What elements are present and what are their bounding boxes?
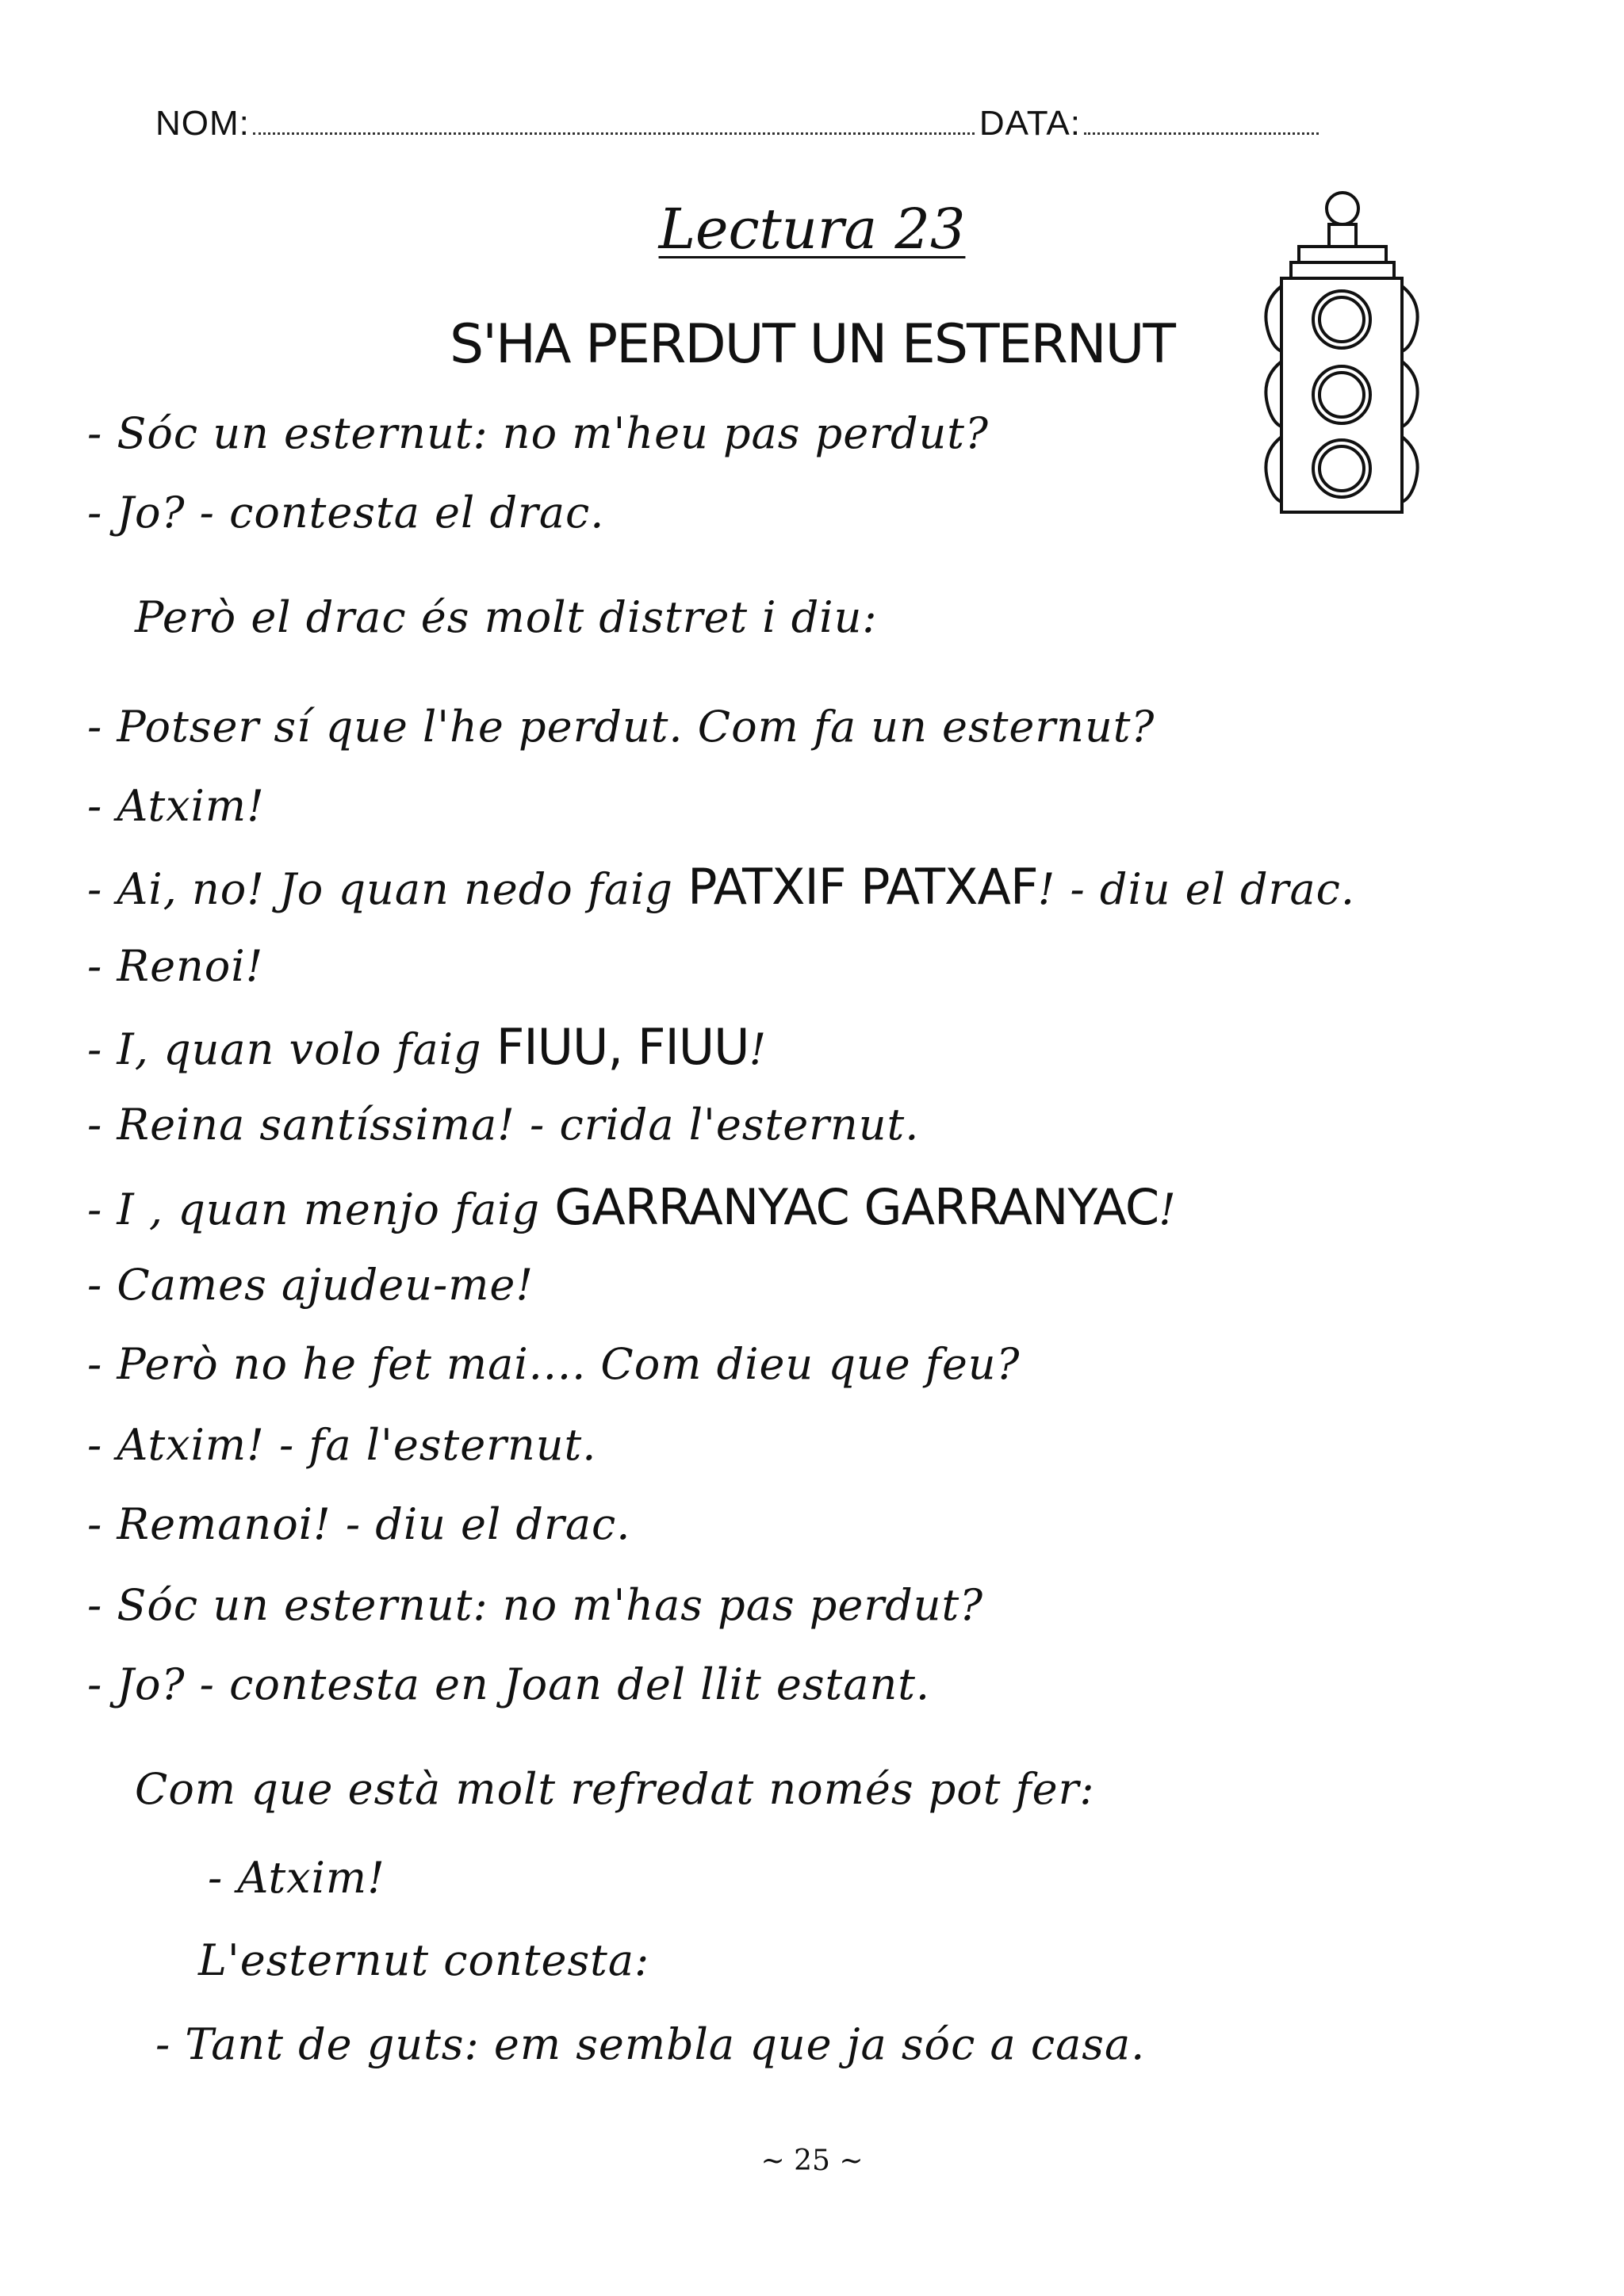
text-line: - Tant de guts: em sembla que ja sóc a casa.: [155, 2019, 1146, 2069]
date-label: DATA:: [979, 104, 1081, 143]
text-line: - Atxim! - fa l'esternut.: [87, 1420, 597, 1470]
text-segment: - Ai, no! Jo quan nedo faig: [87, 864, 688, 914]
text-line: L'esternut contesta:: [198, 1935, 650, 1985]
text-line: [87, 1178, 1177, 1236]
text-line: [87, 1018, 768, 1076]
story-title: S'HA PERDUT UN ESTERNUT: [450, 313, 1174, 376]
onomatopoeia: FIUU, FIUU: [496, 1018, 749, 1076]
text-line: - Jo? - contesta el drac.: [87, 488, 605, 538]
date-dotted-line: [1084, 132, 1319, 135]
text-line: - Sóc un esternut: no m'heu pas perdut?: [87, 408, 989, 458]
text-line: - Atxim!: [208, 1853, 385, 1903]
header-row: [155, 94, 1337, 141]
text-line: - Potser sí que l'he perdut. Com fa un esternut?: [87, 702, 1155, 752]
name-dotted-line: [253, 132, 975, 135]
text-segment: !: [1159, 1184, 1177, 1234]
page-title: Lectura 23: [658, 197, 966, 262]
text-line: Però el drac és molt distret i diu:: [135, 592, 878, 642]
text-segment: - I, quan volo faig: [87, 1024, 496, 1074]
text-line: Com que està molt refredat només pot fer:: [135, 1764, 1095, 1814]
text-line: - Jo? - contesta en Joan del llit estant.: [87, 1659, 931, 1709]
text-line: - Reina santíssima! - crida l'esternut.: [87, 1100, 920, 1150]
text-line: - Sóc un esternut: no m'has pas perdut?: [87, 1580, 984, 1630]
text-line: - Cames ajudeu-me!: [87, 1260, 534, 1310]
text-line: [87, 858, 1356, 916]
name-label: NOM:: [155, 104, 250, 143]
traffic-light-icon: [1259, 187, 1434, 528]
text-line: - Renoi!: [87, 941, 264, 991]
text-segment: - I , quan menjo faig: [87, 1184, 555, 1234]
text-line: - Remanoi! - diu el drac.: [87, 1499, 631, 1549]
onomatopoeia: GARRANYAC GARRANYAC: [554, 1178, 1159, 1236]
text-segment: !: [749, 1024, 768, 1074]
text-line: - Atxim!: [87, 781, 265, 831]
page-number: ~ 25 ~: [760, 2145, 864, 2177]
text-line: - Però no he fet mai.... Com dieu que feu?: [87, 1339, 1021, 1389]
onomatopoeia: PATXIF PATXAF: [688, 858, 1038, 916]
text-segment: ! - diu el drac.: [1037, 864, 1356, 914]
